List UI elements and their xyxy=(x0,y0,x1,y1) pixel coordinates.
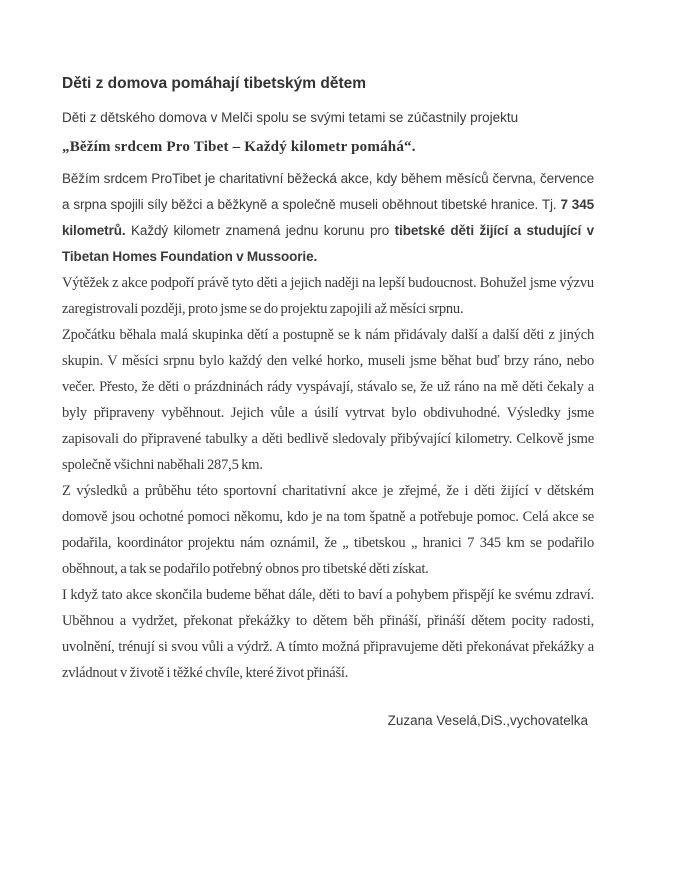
text-run: Běžím srdcem ProTibet je charitativní běžecká akce, kdy během měsíců června, července a srpna spojili síly běžci a běžkyně a společně museli oběhnout tibetské hranice. Tj. xyxy=(62,171,594,212)
paragraph-results: Z výsledků a průběhu této sportovní charitativní akce je zřejmé, že i děti žijící v dětském domově jsou ochotné pomoci někomu, kdo je na tom špatně a potřebuje pomoc. Celá akce se podařila, koordinátor projektu nám oznámil, že „ tibetskou „ hranici 7 345 km se podařilo oběhnout, a tak se podařilo potřebný obnos pro tibetské děti získat. xyxy=(62,483,594,577)
paragraph-proceeds: Výtěžek z akce podpoří právě tyto děti a jejich naději na lepší budoucnost. Bohužel jsme výzvu zaregistrovali později, proto jsme se do projektu zapojili až měsíci srpnu. xyxy=(62,275,594,317)
paragraph-closing: I když tato akce skončila budeme běhat dále, děti to baví a pohybem přispějí ke svému zdraví. Uběhnou a vydržet, překonat překážky to dětem běh přináší, přináší dětem pocity radosti, uvolnění, trénují si svou vůli a výdrž. A tímto možná připravujeme děti překonávat překážky a zvládnout v životě i těžké chvíle, které život přináší. xyxy=(62,587,594,681)
paragraph-about xyxy=(62,166,594,270)
text-run-bold: tibetské děti žijící a studující v Tibetan Homes Foundation v Mussoorie. xyxy=(62,223,594,264)
intro-line: Děti z dětského domova v Melči spolu se svými tetami se zúčastnily projektu xyxy=(62,110,519,125)
text-run-bold: 7 345 kilometrů. xyxy=(62,197,595,238)
paragraph-running: Zpočátku běhala malá skupinka dětí a postupně se k nám přidávaly další a další děti z jiných skupin. V měsíci srpnu bylo každý den velké horko, museli jsme běhat buď brzy ráno, nebo večer. Přesto, že děti o prázdninách rády vyspávají, stávalo se, že už ráno na mě děti čekaly a byly připraveny vyběhnout. Jejich vůle a úsilí vytrvat bylo obdivuhodné. Výsledky jsme zapisovali do připravené tabulky a děti bedlivě sledovaly přibývající kilometry. Celkově jsme společně všichni naběhali 287,5 km. xyxy=(62,327,594,473)
project-slogan: „Běžím srdcem Pro Tibet – Každý kilometr pomáhá“. xyxy=(62,139,416,155)
document-title: Děti z domova pomáhají tibetským dětem xyxy=(62,75,367,92)
text-run: Každý kilometr znamená jednu korunu pro xyxy=(125,223,395,238)
signature-line: Zuzana Veselá,DiS.,vychovatelka xyxy=(387,713,588,728)
